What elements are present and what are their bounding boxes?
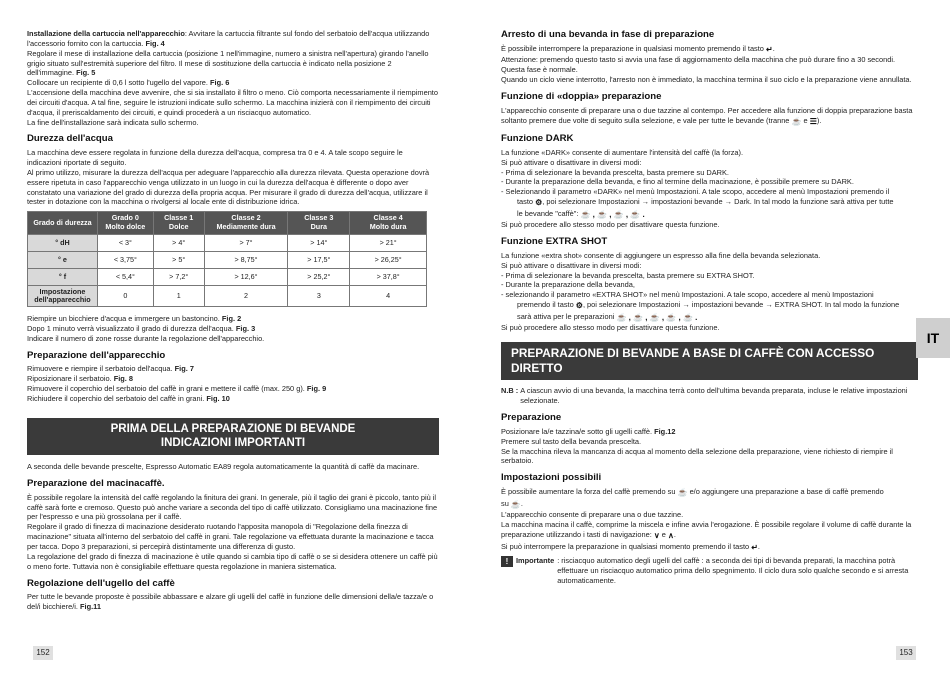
table-row-header: Impostazione dell'apparecchio [28,285,98,307]
table-cell: 4 [350,285,427,307]
dark-bullet-3-end: le bevande "caffè": ☕ , ☕ , ☕ , ☕ . [517,208,645,219]
table-cell: 2 [204,285,288,307]
hardness-table-header-row [28,212,427,234]
dark-button-icon: ☕ [677,488,688,497]
extra-bullet-3-end: sarà attiva per le preparazioni ☕ , ☕ , ☕ , ☕ , ☕ . [517,311,698,322]
hardness-step-2: Dopo 1 minuto verrà visualizzato il grado di durezza dell'acqua. Fig. 3 [27,323,256,333]
table-cell: > 26,25° [350,251,427,268]
table-cell: > 7° [204,234,288,251]
table-header-cell: Grado 0 Molto dolce [97,212,153,234]
preparation-heading: Preparazione [501,412,562,424]
settings-paragraph-3: La macchina macina il caffè, comprime la miscela e infine avvia l'erogazione. È possibile regolare il volume di caffè durante la preparazione utilizzando i tasti di navigazione: ∨ e ∧. [501,520,912,540]
settings-paragraph-2: L'apparecchio consente di preparare una o due tazzine. [501,510,684,520]
preparation-paragraph-2: Premere sul tasto della bevanda prescelta. [501,436,642,446]
table-cell: > 25,2° [288,268,350,285]
grinder-heading: Preparazione del macinacaffè. [27,478,165,490]
settings-heading: Impostazioni possibili [501,472,602,484]
table-header-cell: Grado di durezza [28,212,98,234]
hardness-step-3: Indicare il numero di zone rosse durante la regolazione dell'apparecchio. [27,333,265,343]
prep-step-2: Riposizionare il serbatoio. Fig. 8 [27,374,133,384]
hardness-heading: Durezza dell'acqua [27,133,113,145]
table-header-cell: Classe 4 Molto dura [350,212,427,234]
table-cell: > 12,6° [204,268,288,285]
extra-bullet-2: - Durante la preparazione della bevanda, [501,280,635,290]
table-cell: > 37,8° [350,268,427,285]
table-cell: < 3,75° [97,251,153,268]
page-number-right: 153 [896,646,916,660]
table-cell: > 8,75° [204,251,288,268]
table-row-header: ° dH [28,234,98,251]
gear-icon: ⚙ [575,301,583,311]
preparation-paragraph-1: Posizionare la/e tazzina/e sotto gli ugelli caffè. Fig.12 [501,426,676,436]
extra-bullet-3-cont: premendo il tasto ⚙, poi selezionare Impostazioni → impostazioni bevande → EXTRA SHOT. In tal modo la funzione [517,300,900,311]
language-tab: IT [916,318,950,358]
stop-paragraph-2: Attenzione: premendo questo tasto si avvia una fase di aggiornamento della macchina che può durare fino a 30 secondi. Questa fase è normale. [501,55,896,75]
settings-paragraph-4: Si può interrompere la preparazione in qualsiasi momento premendo il tasto ↵. [501,541,760,552]
dark-bullet-3: - Selezionando il parametro «DARK» nel menù Impostazioni. A tale scopo, accedere al menù Impostazioni premendo il [501,187,890,197]
table-cell: > 14° [288,234,350,251]
menu-icon: ☰ [809,116,817,126]
table-cell: > 17,5° [288,251,350,268]
dark-paragraph-2: Si può attivare o disattivare in diversi modi: [501,157,642,167]
table-cell: 3 [288,285,350,307]
table-cell: 1 [153,285,204,307]
table-row [28,285,427,307]
important-note [501,556,916,586]
extra-bullet-1: - Prima di selezionare la bevanda prescelta, basta premere su EXTRA SHOT. [501,270,755,280]
table-row-header: ° e [28,251,98,268]
stop-paragraph-3: Quando un ciclo viene interrotto, l'arresto non è immediato, la macchina termina il suo ciclo e la preparazione viene annullata. [501,75,912,85]
grinder-paragraph-1: È possibile regolare la intensità del caffè regolando la finitura dei grani. In generale, più il taglio dei grani è piccolo, tanto più il caffè sarà forte e cremoso. Questo può anche variare a seconda del tipo di caffè utilizzato. Consigliamo una macinazione fine per l'espresso e una più grossolana per il caffè. [27,492,438,522]
chevron-up-icon: ∧ [667,530,674,540]
table-cell: < 3° [97,234,153,251]
extra-paragraph-1: La funzione «extra shot» consente di aggiungere un espresso alla fine della bevanda selezionata. [501,250,821,260]
table-cell: > 7,2° [153,268,204,285]
cup-icon: ☕ , ☕ , ☕ , ☕ . [580,209,645,219]
install-paragraph-3: Collocare un recipiente di 0,6 l sotto l'ugello del vapore. Fig. 6 [27,78,230,88]
table-row [28,251,427,268]
table-cell: > 5° [153,251,204,268]
dark-bullet-2: - Durante la preparazione della bevanda, e fino al termine della macinazione, è possibile premere su DARK. [501,177,854,187]
install-paragraph-4: L'accensione della macchina deve avvenire, che si sia installato il filtro o meno. Ciò comporta necessariamente il riempimento dei circuiti d'acqua. A tal fine, seguire le istruzioni indicate sullo schermo. La macchina inizierà con il riempimento dei circuiti d'acqua, il preriscaldamento dei circuiti, e quindi procederà a un risciacquo automatico. [27,88,438,117]
direct-access-banner: PREPARAZIONE DI BEVANDE A BASE DI CAFFÈ CON ACCESSO DIRETTO [501,342,918,380]
prep-step-3: Rimuovere il coperchio del serbatoio del caffè in grani e mettere il caffè (max. 250 g). Fig. 9 [27,384,327,394]
back-icon: ↵ [751,542,758,552]
important-label: Importante [516,556,555,566]
page-number-left: 152 [33,646,53,660]
prep-heading: Preparazione dell'apparecchio [27,349,166,361]
double-paragraph: L'apparecchio consente di preparare una o due tazzine al contempo. Per accedere alla funzione di doppia preparazione basta soltanto premere due volte di seguito sulla selezione, e vale per tutte le bevande (tranne ☕ e ☰). [501,105,913,126]
extra-paragraph-2: Si può attivare o disattivare in diversi modi: [501,260,642,270]
extra-bullet-3: - selezionando il parametro «EXTRA SHOT» nel menù Impostazioni. A tale scopo, accedere al menù Impostazioni [501,290,874,300]
settings-paragraph-1-end: su ☕. [501,498,523,509]
hardness-table [27,211,427,307]
dark-bullet-3-cont: tasto ⚙, poi selezionare Impostazioni → impostazioni bevande → Dark. In tal modo la funzione sarà attiva per tutte [517,197,894,208]
nb-label: N.B : [501,386,519,396]
right-page [475,0,950,674]
install-paragraph-1: Installazione della cartuccia nell'apparecchio: Avvitare la cartuccia filtrante sul fondo del serbatoio dell'acqua utilizzando l'accessorio fornito con la cartuccia. Fig. 4 [27,29,430,48]
dark-bullet-1: - Prima di selezionare la bevanda prescelta, basta premere su DARK. [501,167,729,177]
intro-paragraph: A seconda delle bevande prescelte, Espresso Automatic EA89 regola automaticamente la quantità di caffè da macinare. [27,462,420,472]
dark-paragraph-3: Si può procedere allo stesso modo per disattivare questa funzione. [501,220,720,230]
nozzle-paragraph: Per tutte le bevande proposte è possibile abbassare e alzare gli ugelli del caffè in funzione delle dimensioni della/e tazza/e o del/i bicchiere/i. Fig.11 [27,592,434,612]
hardness-step-1: Riempire un bicchiere d'acqua e immergere un bastoncino. Fig. 2 [27,314,242,324]
table-row [28,234,427,251]
install-paragraph-5: La fine dell'installazione sarà indicata sullo schermo. [27,117,199,127]
nb-text: A ciascun avvio di una bevanda, la macchina terrà conto dell'ultima bevanda preparata, incluse le relative impostazioni selezionate. [520,386,908,406]
important-text: : risciacquo automatico degli ugelli del caffè : a seconda dei tipi di bevanda preparati, la macchina potrà effettuare un risciacquo automatico prima dello spegnimento. Il ciclo dura solo qualche secondo e si arresta automaticamente. [557,556,909,585]
install-paragraph-2: Regolare il mese di installazione della cartuccia (posizione 1 nell'immagine, numero a sinistra nell'apertura) girando l'anello grigio situato sull'estremità superiore del filtro. Il mese di sostituzione della cartuccia è indicato nella posizione 2 dell'immagine. Fig. 5 [27,48,429,78]
table-cell: > 21° [350,234,427,251]
double-heading: Funzione di «doppia» preparazione [501,90,662,102]
table-row [28,268,427,285]
warning-icon: ! [501,556,513,567]
dark-heading: Funzione DARK [501,133,574,145]
hardness-paragraph-2: Al primo utilizzo, misurare la durezza dell'acqua per adeguare l'apparecchio alla durezza rilevata. Questa operazione dovrà essere ripetuta in caso l'apparecchio venga utilizzato in un luogo in cui la durezza dell'acqua è differente o dopo aver constatato una variazione del grado di durezza della propria acqua. Per misurare il grado di durezza dell'acqua, utilizzare il tester in dotazione con la macchina o rivolgersi al locale ente di distribuzione idrica. [27,167,430,207]
important-banner [27,418,439,455]
extra-shot-icon: ☕ [510,499,521,509]
back-icon: ↵ [765,44,773,54]
prep-step-1: Rimuovere e riempire il serbatoio dell'acqua. Fig. 7 [27,364,194,374]
table-header-cell: Classe 1 Dolce [153,212,204,234]
table-header-cell: Classe 2 Mediamente dura [204,212,288,234]
banner-line-2: INDICAZIONI IMPORTANTI [160,437,306,450]
table-header-cell: Classe 3 Dura [288,212,350,234]
banner-line-1: PRIMA DELLA PREPARAZIONE DI BEVANDE [110,422,356,435]
cup-icon: ☕ , ☕ , ☕ , ☕ , ☕ . [616,312,698,322]
prep-step-4: Richiudere il coperchio del serbatoio del caffè in grani. Fig. 10 [27,393,230,403]
extra-heading: Funzione EXTRA SHOT [501,236,608,248]
dark-paragraph-1: La funzione «DARK» consente di aumentare l'intensità del caffè (la forza). [501,147,744,157]
grinder-paragraph-3: La regolazione del grado di finezza di macinazione è utile quando si cambia tipo di caffè o se si desidera ottenere un caffè più o meno forte. Tuttavia non è consigliabile effettuare questa regolazione in maniera sistematica. [27,551,438,571]
gear-icon: ⚙ [535,198,543,208]
table-cell: 0 [97,285,153,307]
nb-note [501,386,916,406]
chevron-down-icon: ∨ [653,530,660,540]
cup-icon: ☕ [791,116,802,126]
settings-paragraph-1: È possibile aumentare la forza del caffè premendo su ☕ e/o aggiungere una preparazione a base di caffè premendo [501,487,884,497]
table-row-header: ° f [28,268,98,285]
table-cell: > 4° [153,234,204,251]
nozzle-heading: Regolazione dell'ugello del caffè [27,577,175,589]
grinder-paragraph-2: Regolare il grado di finezza di macinazione desiderato ruotando l'apposita manopola di "Regolazione della finezza di macinazione" situata all'interno del serbatoio del caffè in grani. Tale regolazione va effettuata durante la macinazione e tacca per tacca. Dopo 3 preparazioni, si percepirà distintamente una differenza di gusto. [27,522,434,551]
preparation-paragraph-3: Se la macchina rileva la mancanza di acqua al momento della selezione della preparazione, viene richiesto di riempire il serbatoio. [501,446,893,466]
hardness-paragraph-1: La macchina deve essere regolata in funzione della durezza dell'acqua, compresa tra 0 e 4. A tale scopo seguire le indicazioni riportate di seguito. [27,148,403,168]
table-cell: < 5,4° [97,268,153,285]
stop-heading: Arresto di una bevanda in fase di preparazione [501,29,715,40]
stop-paragraph-1: È possibile interrompere la preparazione in qualsiasi momento premendo il tasto ↵. [501,43,775,54]
extra-paragraph-3: Si può procedere allo stesso modo per disattivare questa funzione. [501,323,720,333]
